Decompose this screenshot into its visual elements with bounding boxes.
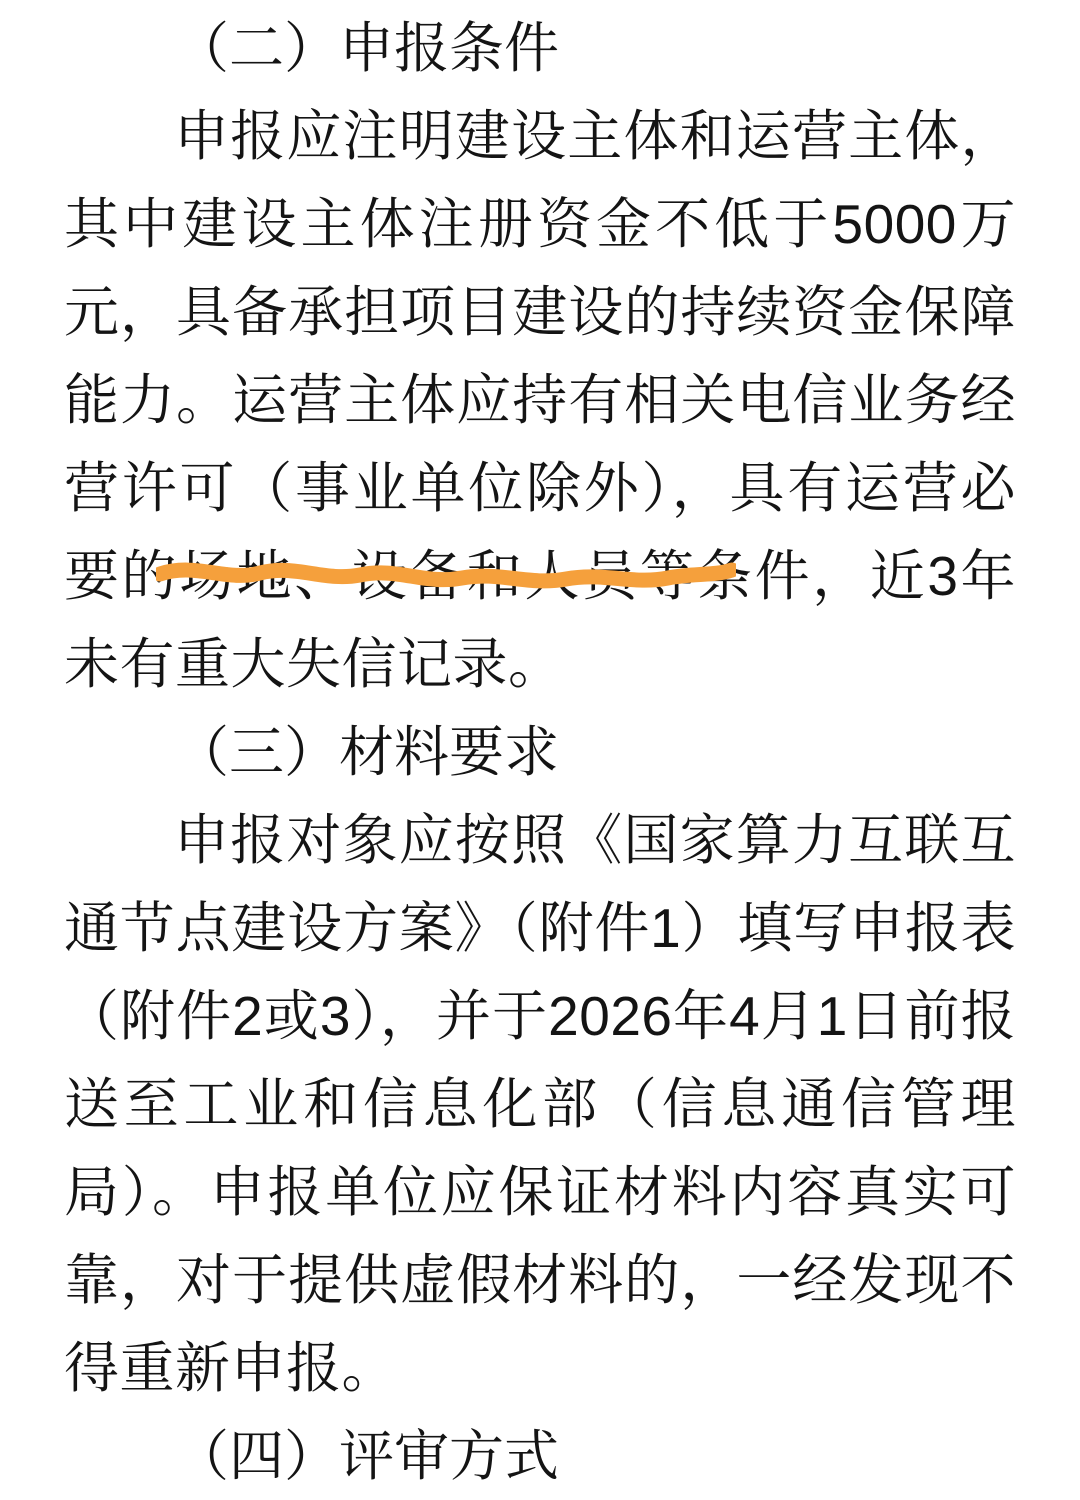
section-2-paragraph: 申报应注明建设主体和运营主体，其中建设主体注册资金不低于5000万元，具备承担项目建设的持续资金保障能力。运营主体应持有相关电信业务经营许可（事业单位除外），具有运营必要的场地、设备和人员等条件，近3年未有重大失信记录。 xyxy=(64,105,1016,695)
section-3-paragraph: 申报对象应按照《国家算力互联互通节点建设方案》（附件1）填写申报表（附件2或3），并于2026年4月1日前报送至工业和信息化部（信息通信管理局）。申报单位应保证材料内容真实可靠，对于提供虚假材料的，一经发现不得重新申报。 xyxy=(64,809,1016,1399)
section-4-heading: （四）评审方式 xyxy=(174,1425,560,1487)
section-2-heading: （二）申报条件 xyxy=(174,17,560,79)
section-3-heading: （三）材料要求 xyxy=(174,721,560,783)
document-body xyxy=(64,4,1016,1500)
